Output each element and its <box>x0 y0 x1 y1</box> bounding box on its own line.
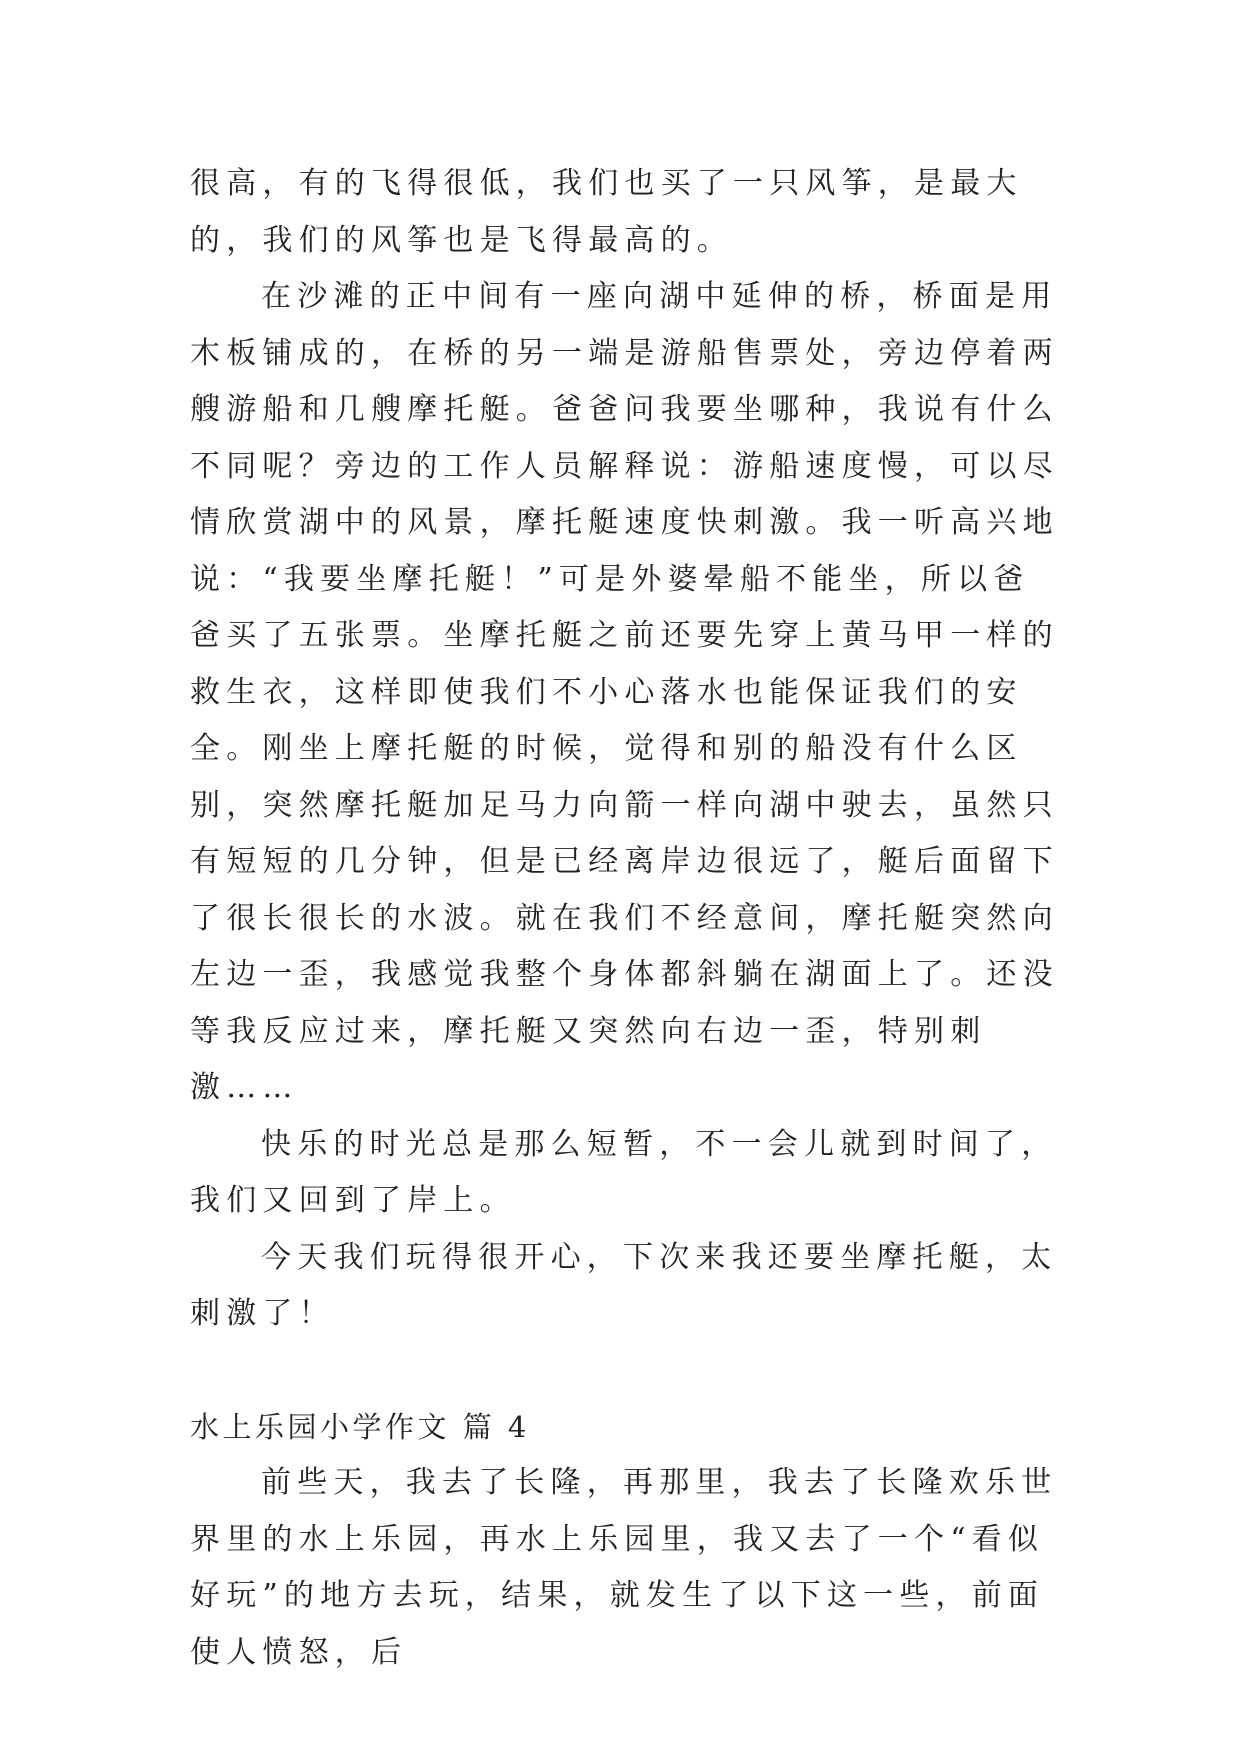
paragraph-back-ashore: 快乐的时光总是那么短暂，不一会儿就到时间了，我们又回到了岸上。 <box>190 1126 1058 1218</box>
paragraph-bridge-and-motorboat: 在沙滩的正中间有一座向湖中延伸的桥，桥面是用木板铺成的，在桥的另一端是游船售票处，旁边停着两艘游船和几艘摩托艇。爸爸问我要坐哪种，我说有什么不同呢？旁边的工作人员解释说：游船速度慢，可以尽情欣赏湖中的风景，摩托艇速度快刺激。我一听高兴地说：“我要坐摩托艇！”可是外婆晕船不能坐，所以爸爸买了五张票。坐摩托艇之前还要先穿上黄马甲一样的救生衣，这样即使我们不小心落水也能保证我们的安全。刚坐上摩托艇的时候，觉得和别的船没有什么区别，突然摩托艇加足马力向箭一样向湖中驶去，虽然只有短短的几分钟，但是已经离岸边很远了，艇后面留下了很长很长的水波。就在我们不经意间，摩托艇突然向左边一歪，我感觉我整个身体都斜躺在湖面上了。还没等我反应过来，摩托艇又突然向右边一歪，特别刺激…… <box>190 279 1059 1105</box>
paragraph-conclusion: 今天我们玩得很开心，下次来我还要坐摩托艇，太刺激了！ <box>190 1239 1058 1331</box>
document-body <box>190 156 1060 1681</box>
section-spacer <box>190 1343 1060 1399</box>
paragraph-continued: 很高，有的飞得很低，我们也买了一只风筝，是最大的，我们的风筝也是飞得最高的。 <box>190 166 1023 258</box>
section-heading: 水上乐园小学作文 篇 4 <box>190 1409 530 1444</box>
paragraph-water-park-intro: 前些天，我去了长隆，再那里，我去了长隆欢乐世界里的水上乐园，再水上乐园里，我又去了一个“看似好玩”的地方去玩，结果，就发生了以下这一些，前面使人愤怒，后 <box>190 1465 1058 1670</box>
